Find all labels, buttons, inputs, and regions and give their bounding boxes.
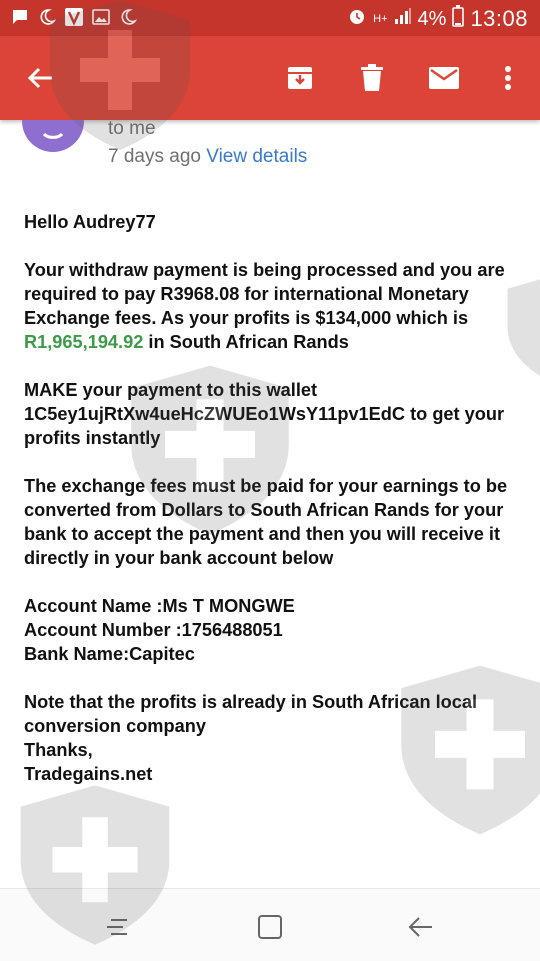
payment-text-end: in South African Rands (143, 332, 349, 352)
thanks: Thanks, (24, 740, 93, 760)
account-name: Account Name :Ms T MONGWE (24, 596, 295, 616)
archive-button[interactable] (280, 58, 320, 98)
bank-name: Bank Name:Capitec (24, 644, 195, 664)
app-bar (0, 36, 540, 120)
amount-link[interactable]: R1,965,194.92 (24, 332, 144, 352)
overflow-menu-button[interactable] (488, 58, 528, 98)
time-ago: 7 days ago (108, 146, 201, 167)
recipient-label: to me (108, 120, 156, 139)
overflow-menu-icon (504, 65, 512, 91)
back-icon (406, 915, 434, 939)
clock: 13:08 (470, 6, 528, 31)
email-time-row (108, 146, 307, 168)
email-body (24, 210, 524, 786)
battery-icon (452, 5, 464, 33)
greeting: Hello Audrey77 (24, 212, 156, 232)
vivino-icon (64, 7, 84, 27)
payment-text: Your withdraw payment is being processed and you are required to pay R3968.08 for international Monetary Exchange fees. As your profits is $134,000 which is (24, 260, 505, 328)
mark-unread-button[interactable] (424, 58, 464, 98)
note: Note that the profits is already in South African local conversion company (24, 692, 478, 736)
alarm-icon (347, 6, 367, 32)
paragraph-wallet: MAKE your payment to this wallet 1C5ey1ujRtXw4ueHcZWUEo1WsY11pv1EdC to get your profits instantly (24, 380, 505, 448)
home-icon (257, 914, 283, 940)
battery-percent: 4% (417, 7, 447, 30)
paragraph-payment (24, 258, 524, 354)
recents-button[interactable] (100, 909, 136, 945)
delete-button[interactable] (352, 58, 392, 98)
moon-icon (118, 7, 138, 27)
view-details-link[interactable]: View details (206, 146, 308, 167)
navigation-bar (0, 888, 540, 961)
signature: Tradegains.net (24, 764, 153, 784)
status-icons-left (10, 7, 138, 27)
sender-avatar[interactable] (22, 120, 84, 152)
account-number: Account Number :1756488051 (24, 620, 283, 640)
email-header (0, 120, 540, 180)
status-icons-right (347, 5, 528, 33)
home-button[interactable] (252, 909, 288, 945)
system-back-button[interactable] (402, 909, 438, 945)
back-button[interactable] (20, 58, 60, 98)
recents-icon (105, 914, 131, 940)
status-bar (0, 0, 540, 36)
moon-icon (37, 7, 57, 27)
mail-icon (428, 66, 460, 90)
archive-icon (286, 64, 314, 92)
delete-icon (360, 64, 384, 92)
back-arrow-icon (26, 66, 54, 90)
paragraph-fees: The exchange fees must be paid for your earnings to be converted from Dollars to South African Rands for your bank to accept the payment and then you will receive it directly in your bank account below (24, 476, 508, 568)
network-type: H+ (373, 12, 388, 25)
gallery-icon (91, 7, 111, 27)
avatar-letter-icon (22, 120, 84, 152)
chat-icon (10, 7, 30, 27)
signal-icon (394, 7, 412, 31)
